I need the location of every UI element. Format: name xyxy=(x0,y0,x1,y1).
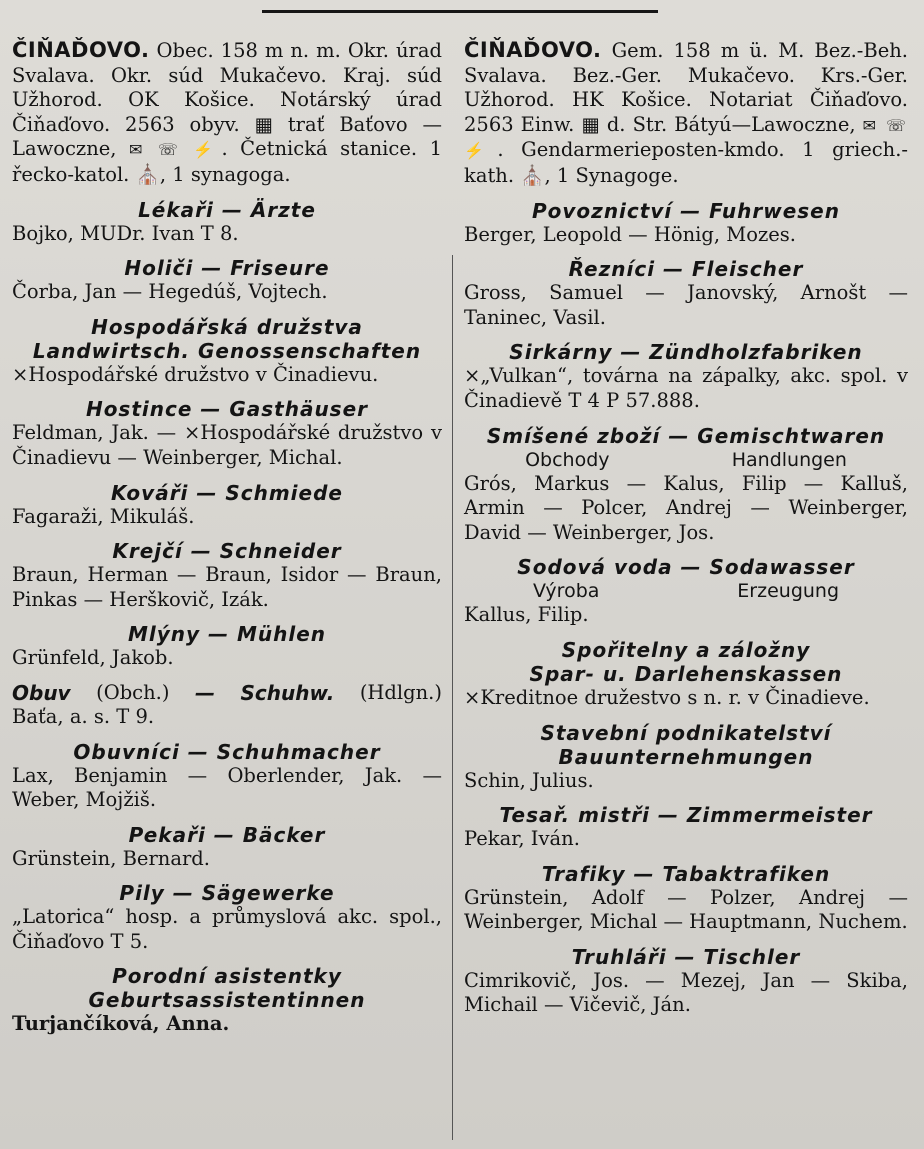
section-heading: Sodová voda — Sodawasser xyxy=(517,555,855,580)
right-column xyxy=(464,38,908,1018)
header-text: Obec. 158 m n. m. Okr. úrad Svalava. Okr. súd Mukačevo. Kraj. súd Užhorod. OK Košice. Notárský úrad Čiňaďovo. 2563 obyv. ▦ trať Baťovo —Lawoczne, xyxy=(12,39,442,161)
directory-entry: Schin, Julius. xyxy=(464,768,594,792)
section-heading: Povoznictví — Fuhrwesen xyxy=(532,198,840,223)
directory-section xyxy=(464,862,908,935)
directory-section xyxy=(464,945,908,1018)
directory-entry: Kallus, Filip. xyxy=(464,603,589,627)
right-sections xyxy=(464,199,908,1019)
directory-section xyxy=(12,256,442,305)
directory-section xyxy=(464,721,908,794)
section-heading-secondary: Landwirtsch. Genossenschaften xyxy=(32,338,422,363)
section-heading: Lékaři — Ärzte xyxy=(138,197,316,222)
directory-section xyxy=(12,881,442,954)
header-right xyxy=(464,38,908,189)
directory-section xyxy=(12,481,442,530)
heading-cz: Obuv xyxy=(12,680,71,705)
subheading-label: Erzeugung xyxy=(737,580,840,603)
directory-entry: ×Hospodářské družstvo v Činadievu. xyxy=(12,362,379,386)
section-heading: Krejčí — Schneider xyxy=(112,539,342,564)
directory-section xyxy=(464,340,908,413)
section-heading: Pekaři — Bäcker xyxy=(128,822,326,847)
directory-section xyxy=(464,424,908,546)
directory-entry: Feldman, Jak. — ×Hospodářské družstvo v Činadievu — Weinberger, Michal. xyxy=(12,421,442,469)
directory-entry: ×Kreditnoe družestvo s n. r. v Činadieve. xyxy=(464,685,870,709)
directory-entry: Turjančíková, Anna. xyxy=(12,1012,230,1036)
section-heading: Hostince — Gasthäuser xyxy=(85,397,369,422)
top-rule xyxy=(262,10,658,13)
directory-section xyxy=(464,199,908,248)
directory-section xyxy=(464,638,908,711)
section-heading: Holiči — Friseure xyxy=(124,256,330,281)
section-heading: Stavební podnikatelství xyxy=(540,720,832,745)
header-text: Gem. 158 m ü. M. Bez.-Beh. Svalava. Bez.-Ger. Mukačevo. Krs.-Ger. Užhorod. HK Košice. Notariat Čiňaďovo. 2563 Einw. ▦ d. Str. Bátyú—Lawoczne, xyxy=(464,39,908,136)
post-phone-telegraph-icon: ✉ ☏ ⚡ xyxy=(129,140,222,160)
directory-entry: Lax, Benjamin — Oberlender, Jak. — Weber, Mojžiš. xyxy=(12,763,442,812)
directory-entry: Grós, Markus — Kalus, Filip — Kalluš, Armin — Polcer, Andrej — Weinberger, David — Weinberger, Jos. xyxy=(464,471,908,544)
directory-entry: Berger, Leopold — Hönig, Mozes. xyxy=(464,222,797,246)
section-heading: Tesař. mistři — Zimmermeister xyxy=(499,803,873,828)
heading-note: (Hdlgn.) xyxy=(359,680,442,704)
section-heading: Obuvníci — Schuhmacher xyxy=(73,739,381,764)
directory-section xyxy=(12,397,442,470)
directory-section xyxy=(464,257,908,330)
directory-entry: Grünstein, Bernard. xyxy=(12,846,210,870)
section-heading-secondary: Bauunternehmungen xyxy=(558,744,814,769)
column-divider xyxy=(452,255,453,1140)
section-heading: Trafiky — Tabaktrafiken xyxy=(541,861,831,886)
directory-entry: Fagaraži, Mikuláš. xyxy=(12,504,195,528)
directory-entry: „Latorica“ hosp. a průmyslová akc. spol., Čiňaďovo T 5. xyxy=(12,905,442,953)
post-phone-telegraph-icon: ✉ ☏ ⚡ xyxy=(464,115,908,161)
directory-entry: Braun, Herman — Braun, Isidor — Braun, Pinkas — Herškovič, Izák. xyxy=(12,563,442,611)
directory-section xyxy=(464,555,908,628)
directory-entry: Pekar, Iván. xyxy=(464,827,580,851)
directory-section xyxy=(12,681,442,730)
directory-entry: ×„Vulkan“, továrna na zápalky, akc. spol. v Činadievě T 4 P 57.888. xyxy=(464,364,908,412)
directory-entry: Čorba, Jan — Hegedúš, Vojtech. xyxy=(12,280,328,304)
directory-section xyxy=(12,198,442,247)
section-heading: Sirkárny — Zündholzfabriken xyxy=(509,340,863,365)
place-name: ČIŇAĎOVO. xyxy=(464,38,602,62)
subheading-label: Obchody xyxy=(525,448,610,471)
directory-section xyxy=(12,315,442,388)
left-sections xyxy=(12,198,442,1038)
place-name: ČIŇAĎOVO. xyxy=(12,38,150,62)
section-heading-secondary: Geburtsassistentinnen xyxy=(88,988,366,1013)
section-heading: Kováři — Schmiede xyxy=(111,480,343,505)
directory-entry: Grünfeld, Jakob. xyxy=(12,646,174,670)
section-heading: Mlýny — Mühlen xyxy=(127,622,327,647)
subheading-label: Handlungen xyxy=(731,448,847,471)
header-tail: . Četnická stanice. 1 řecko-katol. ⛪, 1 synagoga. xyxy=(12,137,442,186)
heading-de: Schuhw. xyxy=(240,680,335,705)
directory-entry: Gross, Samuel — Janovský, Arnošt — Taninec, Vasil. xyxy=(464,281,908,329)
directory-entry: Baťa, a. s. T 9. xyxy=(12,704,155,728)
directory-section xyxy=(12,823,442,872)
section-heading: Pily — Sägewerke xyxy=(119,881,335,906)
directory-section xyxy=(464,803,908,852)
section-heading: Řezníci — Fleischer xyxy=(568,257,804,282)
section-heading: Spořitelny a záložny xyxy=(561,637,811,662)
section-subheading xyxy=(464,579,908,603)
subheading-label: Výroba xyxy=(532,580,600,603)
section-heading xyxy=(12,681,442,705)
section-heading: Smíšené zboží — Gemischtwaren xyxy=(486,423,886,448)
section-heading-secondary: Spar- u. Darlehenskassen xyxy=(529,661,843,686)
section-heading: Truhláři — Tischler xyxy=(571,944,801,969)
left-column xyxy=(12,38,442,1037)
heading-note: (Obch.) xyxy=(96,680,170,704)
section-heading: Porodní asistentky xyxy=(112,964,342,989)
directory-section xyxy=(12,740,442,813)
directory-entry: Bojko, MUDr. Ivan T 8. xyxy=(12,221,239,245)
directory-entry: Grünstein, Adolf — Polzer, Andrej — Weinberger, Michal — Hauptmann, Nuchem. xyxy=(464,885,908,934)
header-left xyxy=(12,38,442,188)
directory-entry: Cimrikovič, Jos. — Mezej, Jan — Skiba, Michail — Vičevič, Ján. xyxy=(464,968,908,1017)
section-subheading xyxy=(464,448,908,472)
heading-dash: — xyxy=(195,680,215,705)
directory-section xyxy=(12,964,442,1037)
directory-section xyxy=(12,622,442,671)
directory-section xyxy=(12,539,442,612)
section-heading: Hospodářská družstva xyxy=(91,314,363,339)
header-tail: . Gendarmerieposten-kmdo. 1 griech.-kath. ⛪, 1 Synagoge. xyxy=(464,138,908,187)
